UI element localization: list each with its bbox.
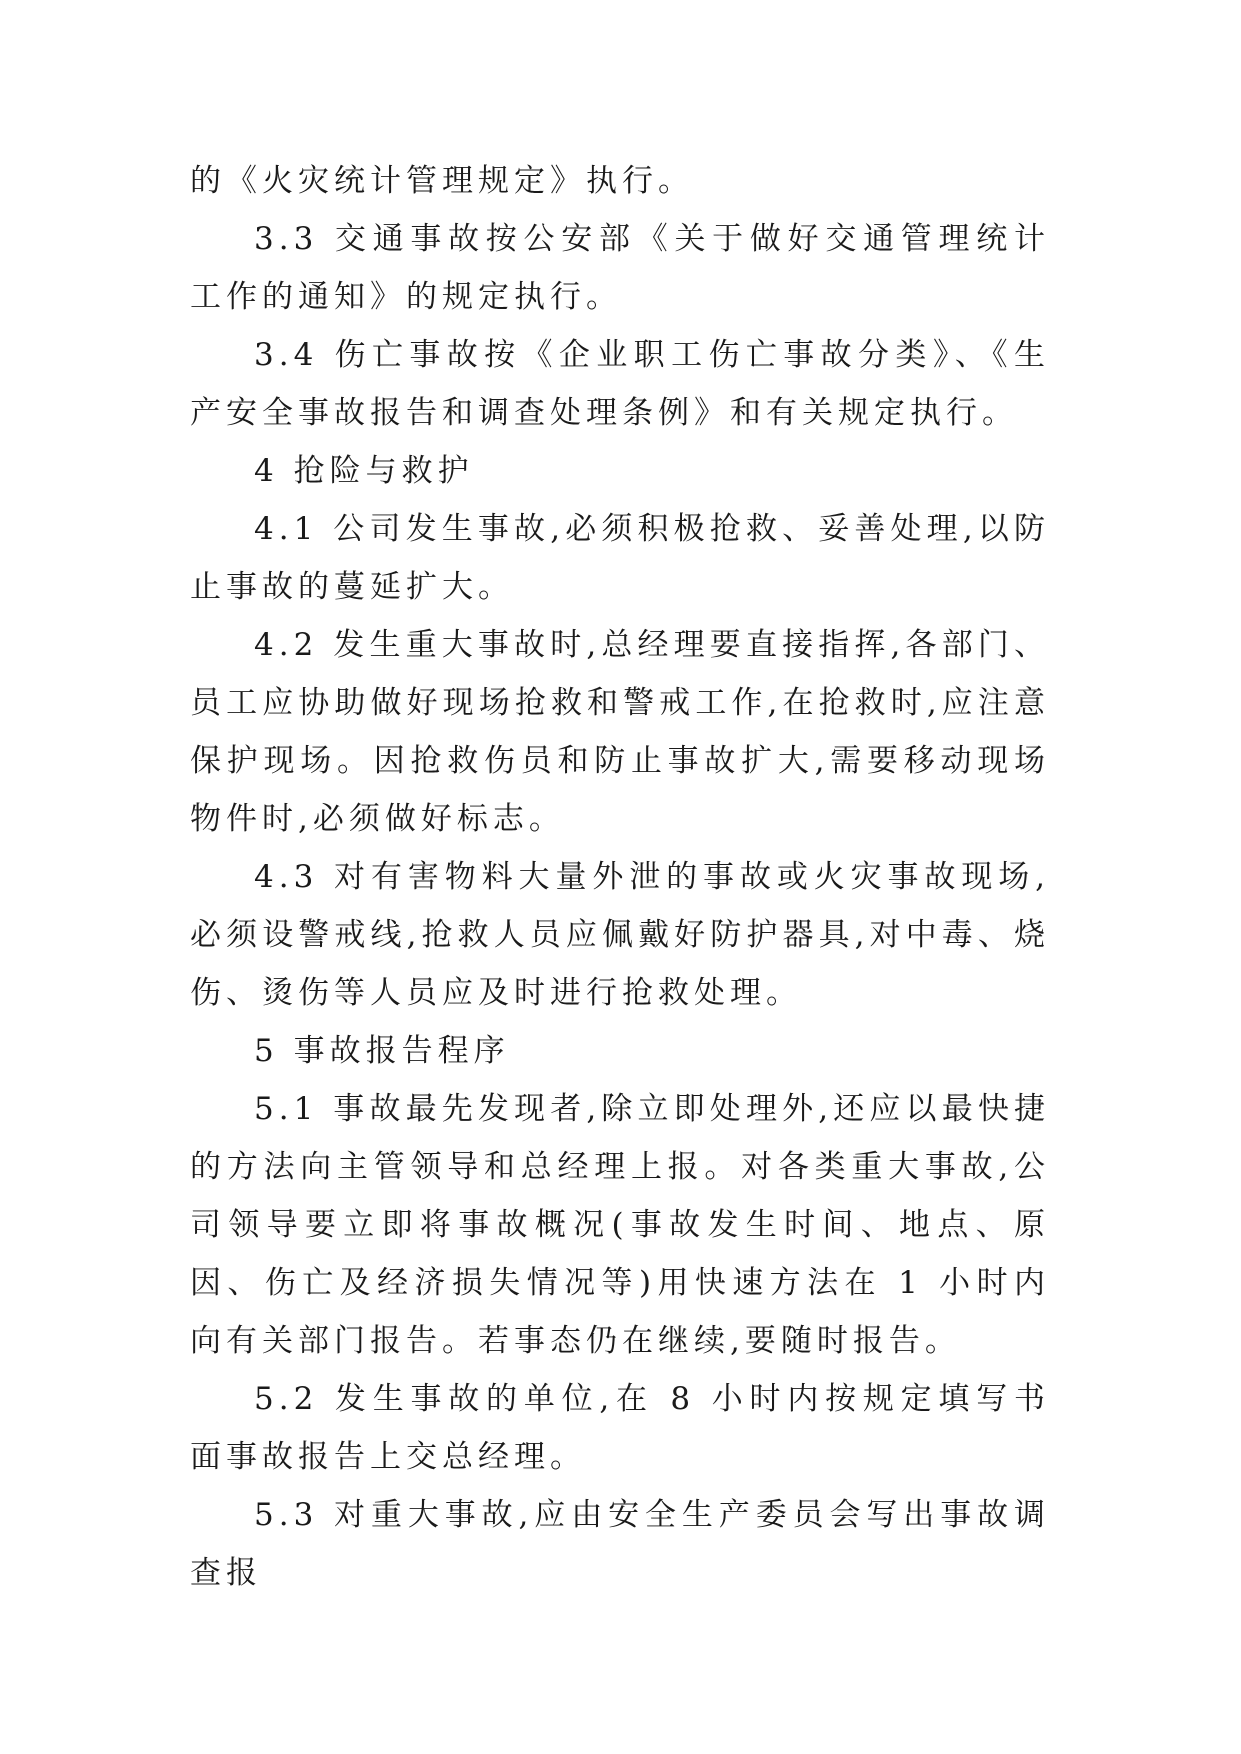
paragraph-fire-statistics-continuation: 的《火灾统计管理规定》执行。: [190, 163, 694, 199]
section-heading-4-rescue: 4 抢险与救护: [254, 453, 474, 489]
paragraph-5-2: 5.2 发生事故的单位,在 8 小时内按规定填写书面事故报告上交总经理。: [190, 1381, 1050, 1475]
section-heading-5-reporting-procedure: 5 事故报告程序: [254, 1033, 510, 1069]
paragraph-4-2: 4.2 发生重大事故时,总经理要直接指挥,各部门、员工应协助做好现场抢救和警戒工作,在抢救时,应注意保护现场。因抢救伤员和防止事故扩大,需要移动现场物件时,必须做好标志。: [190, 627, 1050, 837]
paragraph-4-1: 4.1 公司发生事故,必须积极抢救、妥善处理,以防止事故的蔓延扩大。: [190, 511, 1050, 605]
paragraph-5-1: 5.1 事故最先发现者,除立即处理外,还应以最快捷的方法向主管领导和总经理上报。对各类重大事故,公司领导要立即将事故概况(事故发生时间、地点、原因、伤亡及经济损失情况等)用快速方法在 1 小时内向有关部门报告。若事态仍在继续,要随时报告。: [190, 1091, 1050, 1359]
paragraph-5-3-partial: 5.3 对重大事故,应由安全生产委员会写出事故调查报: [190, 1497, 1050, 1591]
paragraph-4-3: 4.3 对有害物料大量外泄的事故或火灾事故现场,必须设警戒线,抢救人员应佩戴好防护器具,对中毒、烧伤、烫伤等人员应及时进行抢救处理。: [190, 859, 1050, 1011]
paragraph-3-4-casualty-accidents: 3.4 伤亡事故按《企业职工伤亡事故分类》、《生产安全事故报告和调查处理条例》和有关规定执行。: [190, 337, 1050, 431]
paragraph-3-3-traffic-accidents: 3.3 交通事故按公安部《关于做好交通管理统计工作的通知》的规定执行。: [190, 221, 1050, 315]
document-body: [190, 152, 1050, 1602]
